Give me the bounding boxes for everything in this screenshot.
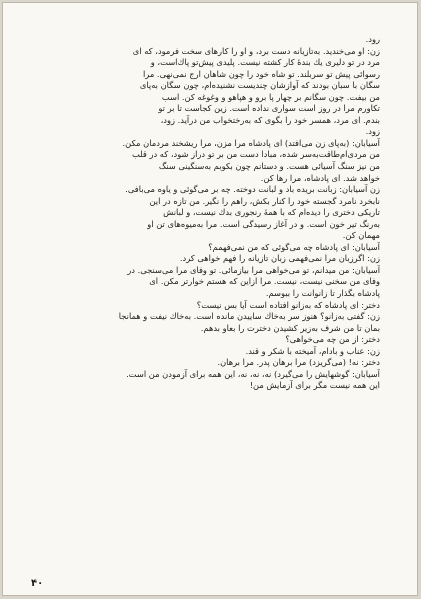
text-line: تاریکی دختری را دیده‌ام که با همهٔ رنجوری بدك نیست، و لبانش [163, 207, 380, 218]
text-line: پادشاه بگذار تا زانوانت را ببوسم. [265, 288, 380, 299]
text-line: من نیز سنگ آسیائی هست. و دستانم چون بکوبم به‌سنگینی سنگ [158, 161, 380, 172]
text-line: بمان تا من شرف به‌زیر کشیدن دخترت را بعاو بدهم. [200, 322, 380, 333]
text-line: آسیابان: ای پادشاه چه می‌گوئی که من نمی‌فهمم؟ [208, 241, 380, 252]
text-line: رود. [365, 34, 380, 44]
page-number: ۴۰ [31, 578, 44, 589]
text-line: مرد در تو دلیری یك بندهٔ كار كشته نیست. پلیدی پیش‌تو پاك‌است، و [150, 57, 380, 68]
book-page [2, 2, 418, 596]
text-line: رسوائی پیش تو سربلند. تو شاه خود را چون شاهان ارج نمی‌نهی. مرا [142, 68, 380, 79]
text-line: این همه نیست مگر برای آزمایش من! [249, 380, 380, 391]
page-text-block [59, 34, 380, 392]
text-line: زن: گفتی به‌زانو؟ هنوز سر به‌خاك ساییدن مانده است. به‌خاك نیفت و همانجا [118, 311, 380, 322]
text-line: به‌رنگ تیر خون است. و در آغاز رسیدگی است. مرا به‌میوه‌های تن او [147, 218, 380, 229]
text-line: آسیابان: گوشهایش را می‌گیرد) نه، نه، نه، این همه برای آزمودن من است. [126, 368, 380, 379]
text-line: زن آسیابان: زبانت بریده باد و لبانت دوخته. چه بر می‌گوئی و یاوه می‌بافی. [125, 184, 380, 195]
text-line: زن: او می‌خندید. به‌تازیانه دست برد، و او را کارهای سخت فرمود، که ای [132, 45, 380, 56]
text-line: وفای من سخنی نیست، نیست. مرا ازاین که هستم خوارتر مکن. ای [149, 276, 380, 287]
text-line: مهمان کن. [342, 230, 380, 241]
text-line: بندم. ای مرد، همسر خود را بگوی که به‌رختخواب من درآید. زود، [160, 114, 380, 125]
text-line: آسیابان: (به‌پای زن می‌افتد) ای پادشاه مرا مزن، مرا ریشخند مردمان مکن. [122, 137, 380, 148]
text-line: دختر: از من چه می‌خواهی؟ [285, 334, 380, 345]
text-line: زن: اگرزبان مرا نمی‌فهمی زبان تازیانه را فهم خواهی کرد. [179, 253, 380, 264]
text-line: آسیابان: من میدانم، تو می‌خواهی مرا بیازمائی. تو وفای مرا می‌سنجی. در [127, 264, 380, 275]
text-line: زود. [365, 126, 380, 137]
text-line: سگان با سبان بودند که آوازشان چندیست نشنیده‌ام، چون سگان به‌پای [139, 80, 380, 91]
text-line: من بیفت. چون سگانم بر چهار پا برو و هپاهو و وغوغه کن. اسب [161, 91, 380, 102]
text-line: زن: عناب و بادام، آمیخته با شکر و قند. [245, 345, 380, 356]
text-line: دختر: ای پادشاه که به‌زانو افتاده است آیا بس نیست؟ [196, 299, 380, 310]
text-line: دختر: نه! (می‌گریزد) مرا برهان پدر. مرا برهان. [217, 357, 380, 368]
text-line: نابخرد نامرد گجسته خود را کنار بکش، راهم را نگیر. من تازه در این [149, 195, 380, 206]
text-line: خواهد شد. ای پادشاه، مرا رها کن. [260, 172, 380, 183]
text-line: تکاورم مرا در روز است سواری نداده است. زین کجاست تا بر تو [158, 103, 380, 114]
text-line: من مردی‌ام‌طاقت‌به‌سر شده، مبادا دست من بر تو دراز شود، که در قلب [131, 149, 380, 160]
